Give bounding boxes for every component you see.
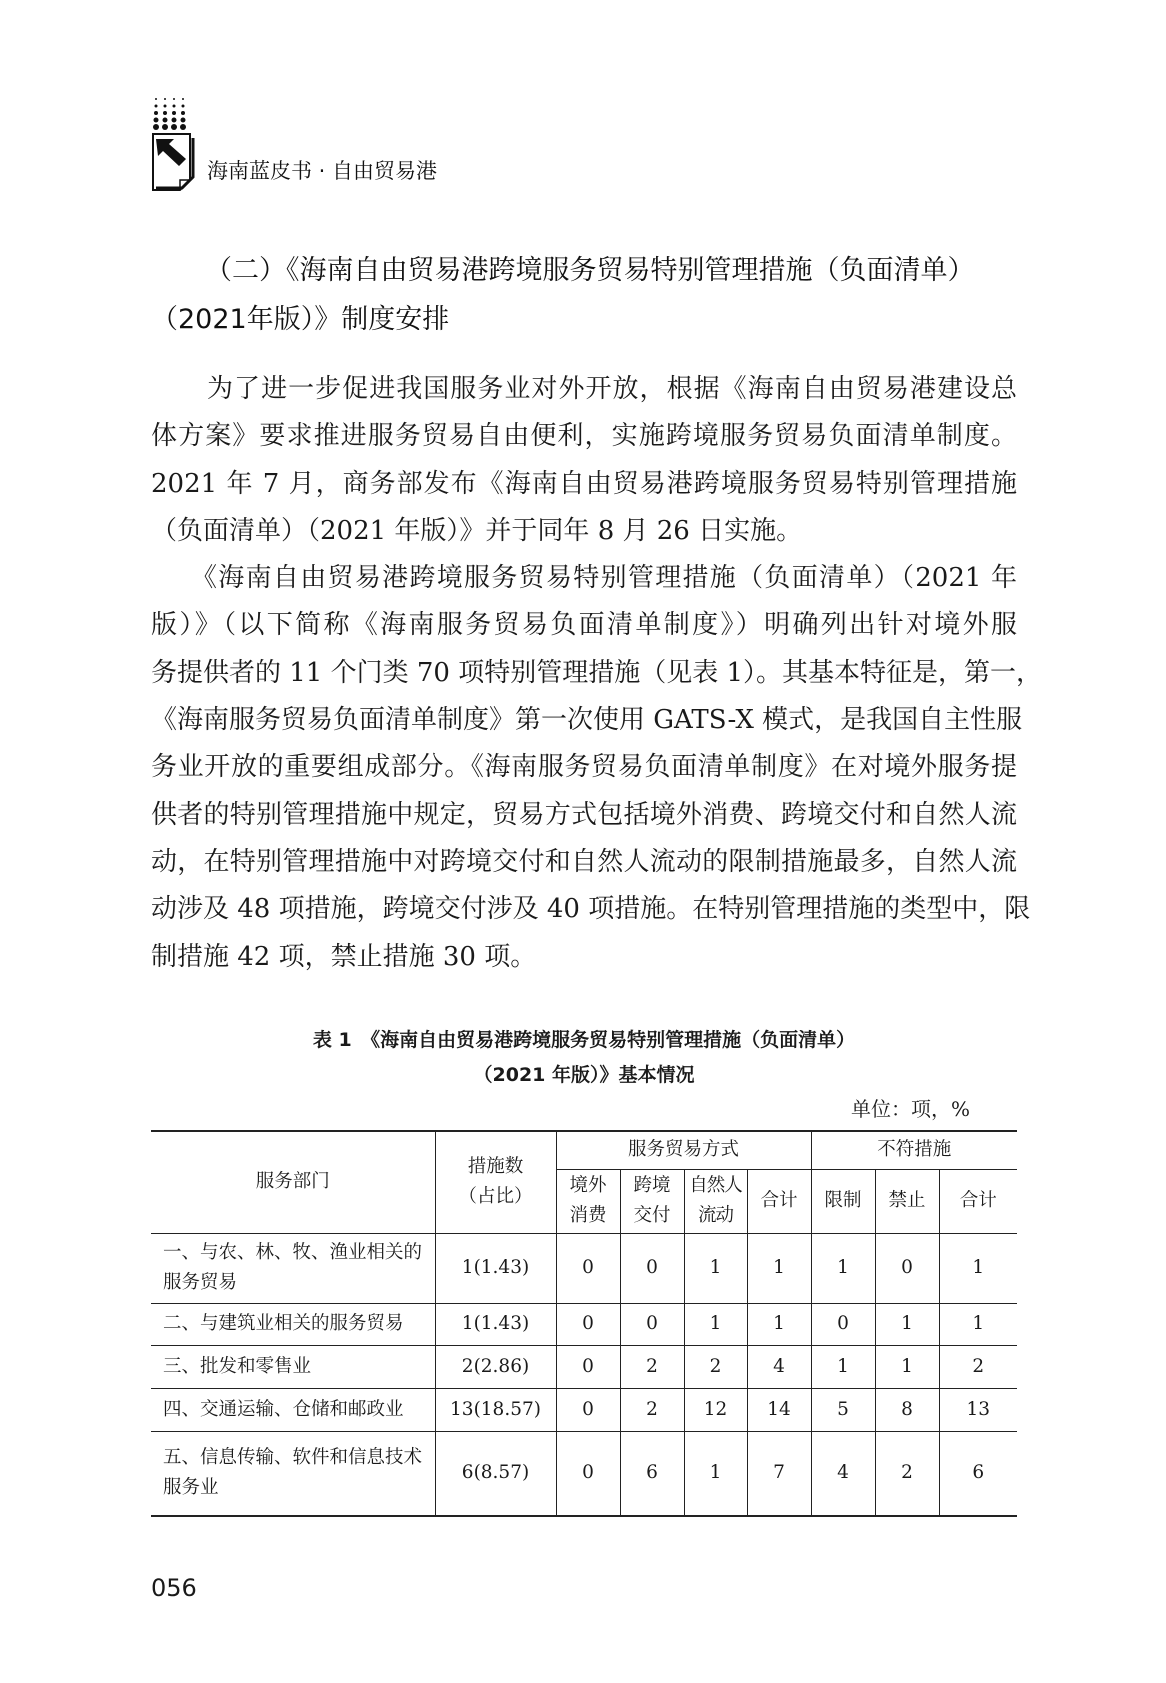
table-cell: 6 — [620, 1431, 684, 1516]
table-cell: 1 — [875, 1345, 939, 1388]
table-caption-line-1: 表 1 《海南自由贸易港跨境服务贸易特别管理措施（负面清单） — [312, 1029, 856, 1051]
table-cell: 0 — [556, 1233, 620, 1303]
table-cell: 1 — [684, 1303, 747, 1345]
table-cell: 0 — [620, 1233, 684, 1303]
running-header: 海南蓝皮书 · 自由贸易港 — [207, 159, 438, 183]
paragraph-line: 务业开放的重要组成部分。《海南服务贸易负面清单制度》在对境外服务提 — [151, 752, 1017, 783]
table-cell: 1(1.43) — [435, 1233, 556, 1303]
table-cell: 0 — [556, 1431, 620, 1516]
header-sub: 跨境 交付 — [620, 1169, 684, 1233]
table-caption-line-2: （2021 年版）》基本情况 — [473, 1064, 695, 1086]
table-cell: 14 — [747, 1388, 811, 1431]
table-row — [151, 1303, 1017, 1345]
table-row — [151, 1233, 1017, 1303]
table-cell: 1 — [811, 1345, 875, 1388]
header-sub: 合计 — [939, 1169, 1017, 1233]
cell-dept: 一、与农、林、牧、渔业相关的服务贸易 — [151, 1233, 435, 1303]
table-cell: 13(18.57) — [435, 1388, 556, 1431]
table-cell: 0 — [556, 1303, 620, 1345]
cell-dept: 二、与建筑业相关的服务贸易 — [151, 1303, 435, 1345]
table-cell: 6 — [939, 1431, 1017, 1516]
book-series-logo-icon — [150, 96, 196, 196]
table-cell: 2 — [620, 1345, 684, 1388]
cell-dept: 五、信息传输、软件和信息技术服务业 — [151, 1431, 435, 1516]
table-cell: 1 — [684, 1233, 747, 1303]
table-cell: 4 — [747, 1345, 811, 1388]
table-cell: 2 — [620, 1388, 684, 1431]
table-cell: 6(8.57) — [435, 1431, 556, 1516]
table-cell: 12 — [684, 1388, 747, 1431]
body-text — [151, 366, 1043, 981]
paragraph-line: 2021 年 7 月，商务部发布《海南自由贸易港跨境服务贸易特别管理措施 — [151, 468, 1017, 499]
table-cell: 5 — [811, 1388, 875, 1431]
table-cell: 1 — [747, 1303, 811, 1345]
paragraph-line: 制措施 42 项，禁止措施 30 项。 — [151, 941, 537, 972]
header-sub: 合计 — [747, 1169, 811, 1233]
table-cell: 13 — [939, 1388, 1017, 1431]
table-cell: 0 — [556, 1388, 620, 1431]
paragraph-line: 《海南自由贸易港跨境服务贸易特别管理措施（负面清单）（2021 年 — [191, 563, 1017, 594]
header-sub: 禁止 — [875, 1169, 939, 1233]
table-cell: 1 — [811, 1233, 875, 1303]
table-row — [151, 1345, 1017, 1388]
section-heading-line-2: （2021年版）》制度安排 — [151, 304, 450, 335]
header-count: 措施数 （占比） — [435, 1131, 556, 1233]
header-sub: 境外 消费 — [556, 1169, 620, 1233]
paragraph-line: 动，在特别管理措施中对跨境交付和自然人流动的限制措施最多，自然人流 — [151, 846, 1017, 877]
table-cell: 2 — [939, 1345, 1017, 1388]
table-cell: 8 — [875, 1388, 939, 1431]
table-row — [151, 1388, 1017, 1431]
paragraph-line: 《海南服务贸易负面清单制度》第一次使用 GATS-X 模式，是我国自主性服 — [151, 705, 1023, 736]
header-nonconforming: 不符措施 — [811, 1131, 1017, 1169]
table-cell: 1(1.43) — [435, 1303, 556, 1345]
header-sub: 限制 — [811, 1169, 875, 1233]
paragraph-line: 动涉及 48 项措施，跨境交付涉及 40 项措施。在特别管理措施的类型中，限 — [151, 894, 1031, 925]
table-cell: 1 — [747, 1233, 811, 1303]
table-cell: 0 — [875, 1233, 939, 1303]
paragraph-line: 体方案》要求推进服务贸易自由便利，实施跨境服务贸易负面清单制度。 — [151, 421, 1017, 452]
header-trade-mode: 服务贸易方式 — [556, 1131, 811, 1169]
paragraph-line: 供者的特别管理措施中规定，贸易方式包括境外消费、跨境交付和自然人流 — [151, 799, 1017, 830]
page-number: 056 — [151, 1574, 197, 1602]
table-cell: 1 — [684, 1431, 747, 1516]
table-cell: 2(2.86) — [435, 1345, 556, 1388]
table-row — [151, 1431, 1017, 1516]
table-cell: 1 — [939, 1303, 1017, 1345]
section-heading-line-1: （二）《海南自由贸易港跨境服务贸易特别管理措施（负面清单） — [205, 255, 975, 286]
table-cell: 7 — [747, 1431, 811, 1516]
paragraph-line: 为了进一步促进我国服务业对外开放，根据《海南自由贸易港建设总 — [207, 374, 1017, 404]
table-cell: 2 — [684, 1345, 747, 1388]
paragraph-line: 版）》（以下简称《海南服务贸易负面清单制度》）明确列出针对境外服 — [151, 610, 1017, 641]
header-dept: 服务部门 — [151, 1131, 435, 1233]
table-cell: 0 — [811, 1303, 875, 1345]
table-cell: 0 — [556, 1345, 620, 1388]
measures-table — [151, 1130, 1017, 1517]
paragraph-line: （负面清单）（2021 年版）》并于同年 8 月 26 日实施。 — [151, 515, 803, 546]
cell-dept: 三、批发和零售业 — [151, 1345, 435, 1388]
table-cell: 1 — [939, 1233, 1017, 1303]
table-cell: 1 — [875, 1303, 939, 1345]
cell-dept: 四、交通运输、仓储和邮政业 — [151, 1388, 435, 1431]
paragraph-line: 务提供者的 11 个门类 70 项特别管理措施（见表 1）。其基本特征是，第一， — [151, 657, 1043, 688]
table-unit: 单位：项，% — [850, 1097, 970, 1121]
table-cell: 0 — [620, 1303, 684, 1345]
header-sub: 自然人 流动 — [684, 1169, 747, 1233]
table-cell: 2 — [875, 1431, 939, 1516]
table-cell: 4 — [811, 1431, 875, 1516]
